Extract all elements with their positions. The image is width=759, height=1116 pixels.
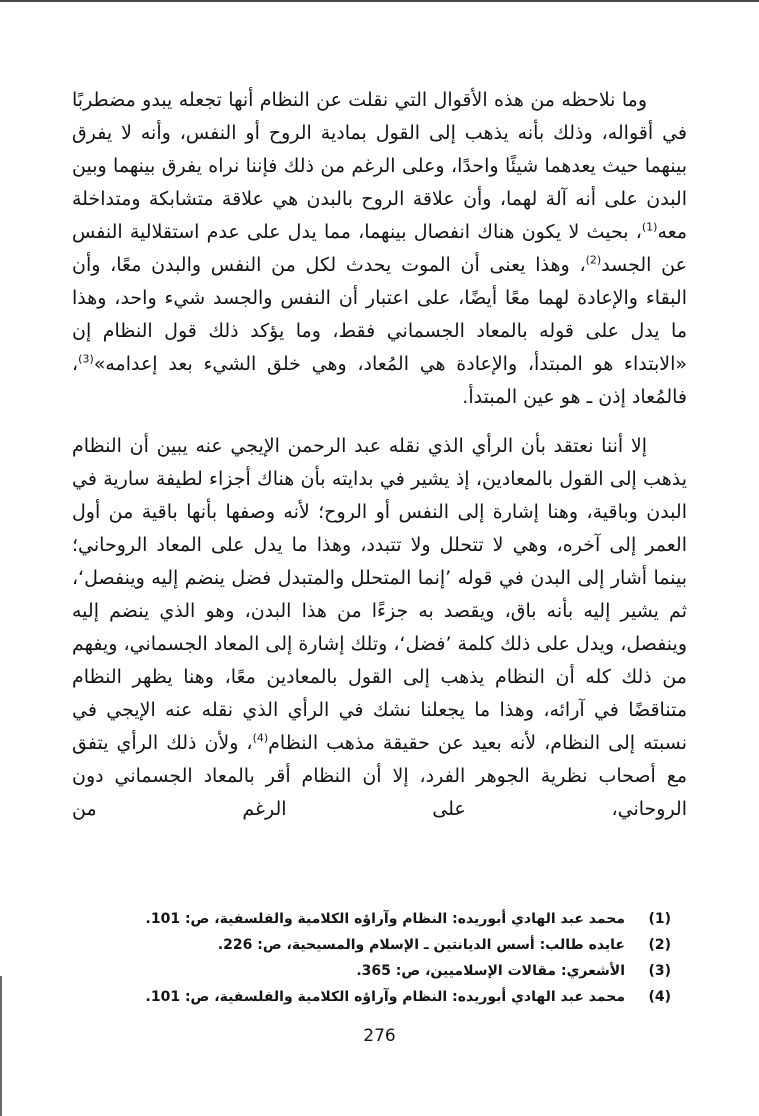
paragraph-text: ، وهذا يعنى أن الموت يحدث لكل من النفس والبدن معًا، وأن البقاء والإعادة لهما معًا أيضًا، على اعتبار أن النفس والجسد شيء واحد، وهذا ما يدل على قوله بالمعاد الجسماني فقط، وما يؤكد ذلك قول النظام إن «الابتداء هو المبتدأ، والإعادة هي المُعاد، وهي خلق الشيء بعد إعدامه» (72, 254, 687, 375)
paragraph-text: ، بحيث لا يكون هناك انفصال بينهما، مما يدل على عدم استقلالية النفس عن الجسد (72, 221, 687, 276)
footnote-marker: (1) (648, 911, 671, 927)
paragraph (72, 430, 687, 826)
footnote-text: محمد عبد الهادي أبوريده: النظام وآراؤه الكلامية والفلسفية، ص: 101. (145, 911, 625, 927)
footnote-ref: (3) (78, 352, 94, 366)
paragraph-text: ، فالمُعاد إذن ـ هو عين المبتدأ. (72, 353, 687, 408)
footnote-marker: (2) (648, 937, 671, 953)
footnotes-list (60, 906, 671, 1010)
body-text (72, 84, 687, 842)
paragraph (72, 84, 687, 414)
paragraph-text: وما نلاحظه من هذه الأقوال التي نقلت عن النظام أنها تجعله يبدو مضطربًا في أقواله، وذلك بأنه يذهب إلى القول بمادية الروح أو النفس، وأنه لا يفرق بينهما حيث يعدهما شيئًا واحدًا، وعلى الرغم من ذلك فإننا نراه يفرق بينهما وبين البدن على أنه آلة لهما، وأن علاقة الروح بالبدن هي علاقة متشابكة ومتداخلة معه (72, 89, 687, 243)
footnote-item (60, 958, 671, 984)
footnote-item (60, 906, 671, 932)
footnote-ref: (4) (252, 731, 269, 745)
footnote-text: عايده طالب: أسس الديانتين ـ الإسلام والمسيحية، ص: 226. (217, 937, 625, 953)
paragraph-text: ، ولأن ذلك الرأي يتفق مع أصحاب نظرية الجوهر الفرد، إلا أن النظام أقر بالمعاد الجسماني دون الروحاني، على الرغم من (72, 732, 687, 820)
scan-edge-left-artifact (0, 976, 2, 1116)
footnote-text: محمد عبد الهادي أبوريده: النظام وآراؤه الكلامية والفلسفية، ص: 101. (145, 989, 625, 1005)
paragraph-text: إلا أننا نعتقد بأن الرأي الذي نقله عبد الرحمن الإيجي عنه يبين أن النظام يذهب إلى القول بالمعادين، إذ يشير في بدايته بأن هناك أجزاء لطيفة سارية في البدن وباقية، وهنا إشارة إلى النفس أو الروح؛ لأنه وصفها بأنها باقية من أول العمر إلى آخره، وهي لا تتحلل ولا تتبدد، وهذا ما يدل على المعاد الروحاني؛ بينما أشار إلى البدن في قوله ’إنما المتحلل والمتبدل فضل ينضم إليه وينفصل‘، ثم يشير إليه بأنه باق، ويقصد به جزءًا من هذا البدن، وهو الذي ينضم إليه وينفصل، ويدل على ذلك كلمة ’فضل‘، وتلك إشارة إلى المعاد الجسماني، ويفهم من ذلك كله أن النظام يذهب إلى القول بالمعادين معًا، وهنا يظهر النظام متناقضًا في آرائه، وهذا ما يجعلنا نشك في الرأي الذي نقله عنه الإيجي في نسبته إلى النظام، لأنه بعيد عن حقيقة مذهب النظام (72, 435, 687, 754)
scan-edge-top-artifact (0, 0, 759, 2)
footnote-text: الأشعري: مقالات الإسلاميين، ص: 365. (356, 963, 625, 979)
footnote-marker: (3) (648, 963, 671, 979)
page-number: 276 (363, 1026, 396, 1046)
footnote-marker: (4) (648, 989, 671, 1005)
footnote-ref: (2) (585, 253, 602, 267)
footnote-item (60, 984, 671, 1010)
footnote-item (60, 932, 671, 958)
footnote-ref: (1) (641, 220, 658, 234)
